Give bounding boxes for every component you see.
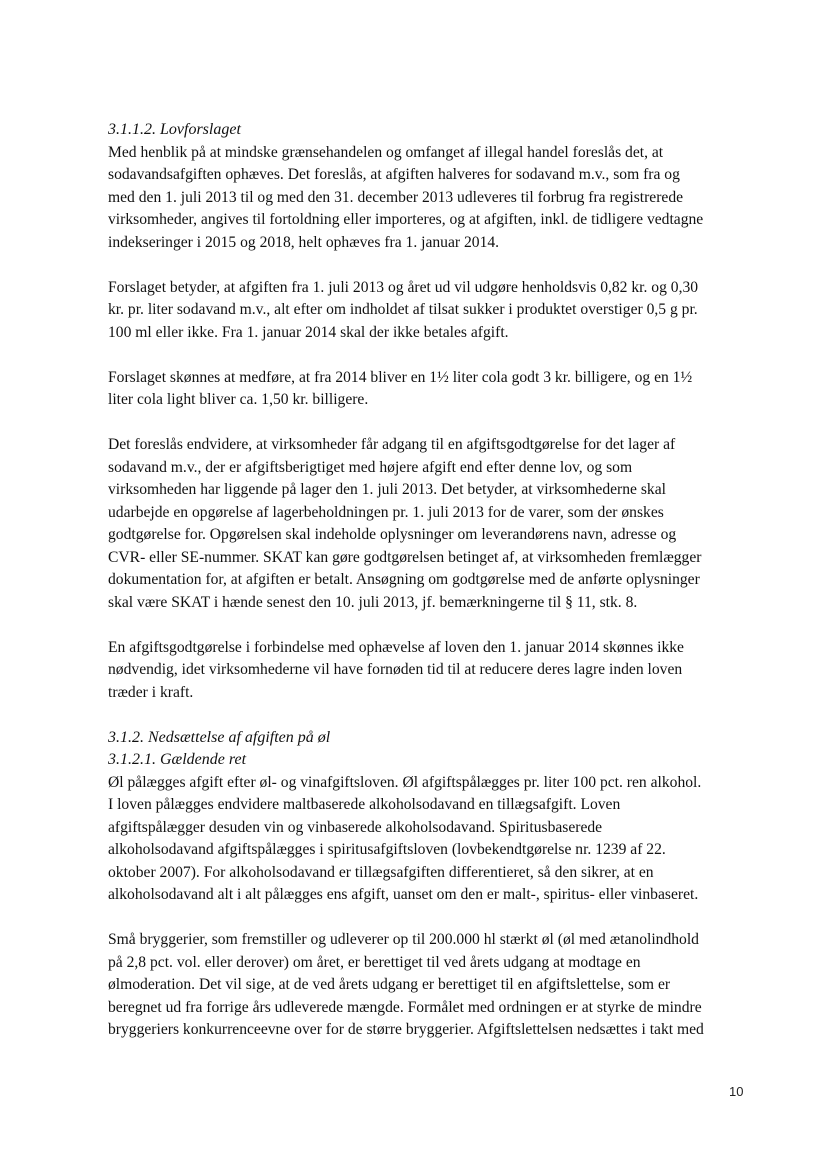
paragraph-smaa-bryggerier: Små bryggerier, som fremstiller og udleverer op til 200.000 hl stærkt øl (øl med ætanolindhold på 2,8 pct. vol. eller derover) om året, er berettiget til ved årets udgang at modtage en ølmoderation. Det vil sige, at de ved årets udgang er berettiget til en afgiftslettelse, som er beregnet ud fra forrige års udleverede mængde. Formålet med ordningen er at styrke de mindre bryggeriers konkurrenceevne over for de større bryggerier. Afgiftslettelsen nedsættes i takt med xyxy=(108,931,704,1038)
paragraph-afgift-beloeb: Forslaget betyder, at afgiften fra 1. juli 2013 og året ud vil udgøre henholdsvis 0,82 kr. og 0,30 kr. pr. liter sodavand m.v., alt efter om indholdet af tilsat sukker i produktet overstiger 0,5 g pr. 100 ml eller ikke. Fra 1. januar 2014 skal der ikke betales afgift. xyxy=(108,278,699,341)
document-page xyxy=(108,119,748,1042)
page-number: 10 xyxy=(729,1084,744,1099)
section-heading-3-1-2-1: 3.1.2.1. Gældende ret xyxy=(108,751,247,768)
paragraph-cola-pris: Forslaget skønnes at medføre, at fra 2014 bliver en 1½ liter cola godt 3 kr. billigere, og en 1½ liter cola light bliver ca. 1,50 kr. billigere. xyxy=(108,368,693,408)
paragraph-afgiftsgodtgoerelse: Det foreslås endvidere, at virksomheder får adgang til en afgiftsgodtgørelse for det lager af sodavand m.v., der er afgiftsberigtiget med højere afgift end efter denne lov, og som virksomheden har liggende på lager den 1. juli 2013. Det betyder, at virksomhederne skal udarbejde en opgørelse af lagerbeholdningen pr. 1. juli 2013 for de varer, som der ønskes godtgørelse for. Opgørelsen skal indeholde oplysninger om leverandørens navn, adresse og CVR- eller SE-nummer. SKAT kan gøre godtgørelsen betinget af, at virksomheden fremlægger dokumentation for, at afgiften er betalt. Ansøgning om godtgørelse med de anførte oplysninger skal være SKAT i hænde senest den 10. juli 2013, jf. bemærkningerne til § 11, stk. 8. xyxy=(108,436,702,611)
paragraph-lovforslaget-intro: Med henblik på at mindske grænsehandelen og omfanget af illegal handel foreslås det, at sodavandsafgiften ophæves. Det foreslås, at afgiften halveres for sodavand m.v., som fra og med den 1. juli 2013 til og med den 31. december 2013 udleveres til forbrug fra registrerede virksomheder, angives til fortoldning eller importeres, og at afgiften, inkl. de tidligere vedtagne indekseringer i 2015 og 2018, helt ophæves fra 1. januar 2014. xyxy=(108,143,704,251)
paragraph-oel-afgift: Øl pålægges afgift efter øl- og vinafgiftsloven. Øl afgiftspålægges pr. liter 100 pct. ren alkohol. I loven pålægges endvidere maltbaserede alkoholsodavand en tillægsafgift. Loven afgiftspålægger desuden vin og vinbaserede alkoholsodavand. Spiritusbaserede alkoholsodavand afgiftspålægges i spiritusafgiftsloven (lovbekendtgørelse nr. 1239 af 22. oktober 2007). For alkoholsodavand er tillægsafgiften differentieret, så den sikrer, at en alkoholsodavand alt i alt pålægges ens afgift, uanset om den er malt-, spiritus- eller vinbaseret. xyxy=(108,773,702,903)
paragraph-ophaevelse: En afgiftsgodtgørelse i forbindelse med ophævelse af loven den 1. januar 2014 skønnes ikke nødvendig, idet virksomhederne vil have fornøden tid til at reducere deres lagre inden loven træder i kraft. xyxy=(108,638,684,701)
section-heading-3-1-1-2: 3.1.1.2. Lovforslaget xyxy=(108,121,241,138)
section-heading-3-1-2: 3.1.2. Nedsættelse af afgiften på øl xyxy=(108,728,331,746)
